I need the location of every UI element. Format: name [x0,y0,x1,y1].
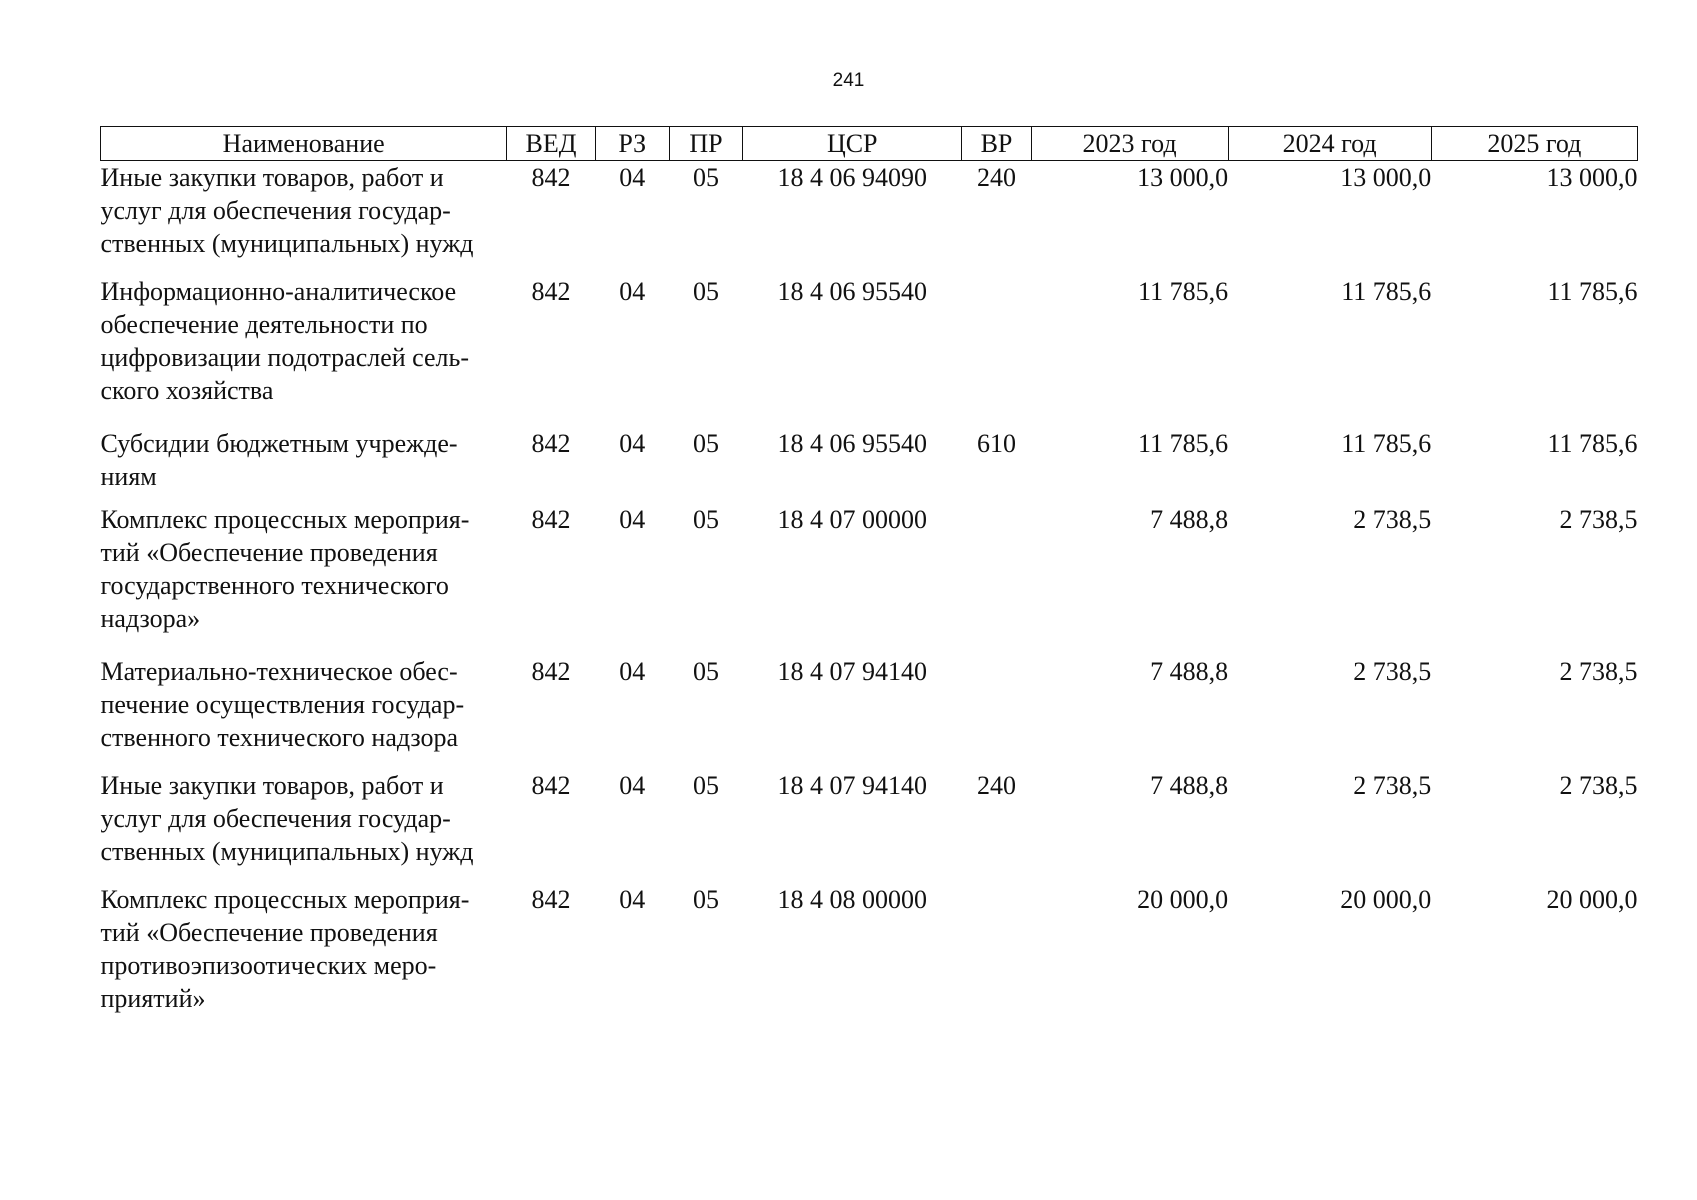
row-pr: 05 [692,771,719,800]
table-row [101,161,1638,276]
row-2025: 2 738,5 [1559,771,1638,800]
row-2025: 13 000,0 [1546,163,1638,192]
row-name [101,161,507,276]
header-ved: ВЕД [507,127,595,161]
row-2025: 11 785,6 [1547,429,1638,458]
budget-table [100,126,1638,1015]
row-rz: 04 [619,657,646,686]
name-line: Субсидии бюджетным учрежде- [100,429,458,458]
row-2025: 20 000,0 [1546,885,1638,914]
row-pr: 05 [692,163,719,192]
row-2024: 2 738,5 [1353,657,1432,686]
name-line: приятий» [100,984,206,1013]
row-2023: 7 488,8 [1150,657,1229,686]
header-2023: 2023 год [1031,127,1228,161]
row-ved: 842 [531,163,571,192]
table-row [101,275,1638,427]
name-line: надзора» [100,604,201,633]
row-2024: 2 738,5 [1353,505,1432,534]
row-csr: 18 4 07 00000 [777,505,927,534]
name-line: Иные закупки товаров, работ и [100,771,444,800]
row-2024: 11 785,6 [1341,429,1432,458]
header-2025: 2025 год [1431,127,1637,161]
row-2024: 2 738,5 [1353,771,1432,800]
page-number: 241 [832,70,865,91]
row-ved: 842 [531,429,571,458]
header-vr: ВР [962,127,1031,161]
row-vr: 240 [976,163,1016,192]
row-csr: 18 4 06 95540 [777,429,927,458]
name-line: Информационно-аналитическое [100,277,457,306]
row-2023: 7 488,8 [1150,771,1229,800]
row-ved: 842 [531,657,571,686]
table-row [101,769,1638,883]
row-2023: 11 785,6 [1138,429,1229,458]
row-csr: 18 4 07 94140 [777,771,927,800]
row-csr: 18 4 08 00000 [777,885,927,914]
name-line: цифровизации подотраслей сель- [100,343,470,372]
header-row [101,127,1638,161]
name-line: ниям [100,462,157,491]
name-line: государственного технического [100,571,449,600]
header-name: Наименование [101,127,507,161]
name-line: Материально-техническое обес- [100,657,458,686]
row-2023: 13 000,0 [1137,163,1229,192]
name-line: обеспечение деятельности по [100,310,428,339]
name-line: ственных (муниципальных) нужд [100,229,474,258]
name-line: печение осуществления государ- [100,690,465,719]
row-2024: 20 000,0 [1340,885,1432,914]
row-vr [962,883,1031,1015]
row-vr [962,655,1031,769]
row-2023: 11 785,6 [1138,277,1229,306]
name-line: противоэпизоотических меро- [100,951,437,980]
row-ved: 842 [531,277,571,306]
name-line: тий «Обеспечение проведения [100,538,438,567]
row-csr: 18 4 07 94140 [777,657,927,686]
row-pr: 05 [692,429,719,458]
header-rz: РЗ [595,127,669,161]
row-2023: 7 488,8 [1150,505,1229,534]
row-name [101,655,507,769]
row-rz: 04 [619,771,646,800]
name-line: услуг для обеспечения государ- [100,196,451,225]
row-name [101,275,507,427]
name-line: Комплекс процессных мероприя- [100,505,470,534]
name-line: ственного технического надзора [100,723,459,752]
name-line: Комплекс процессных мероприя- [100,885,470,914]
name-line: ственных (муниципальных) нужд [100,837,474,866]
row-vr: 240 [976,771,1016,800]
row-name [101,427,507,503]
row-pr: 05 [692,277,719,306]
row-rz: 04 [619,429,646,458]
row-pr: 05 [692,657,719,686]
header-csr: ЦСР [743,127,962,161]
table-row [101,883,1638,1015]
row-2024: 13 000,0 [1340,163,1432,192]
row-rz: 04 [619,277,646,306]
row-2024: 11 785,6 [1341,277,1432,306]
name-line: ского хозяйства [100,376,274,405]
row-2023: 20 000,0 [1137,885,1229,914]
row-rz: 04 [619,505,646,534]
row-rz: 04 [619,163,646,192]
row-csr: 18 4 06 94090 [777,163,927,192]
table-row [101,503,1638,655]
table-body [101,161,1638,1016]
row-vr [962,503,1031,655]
row-vr [962,275,1031,427]
header-pr: ПР [669,127,742,161]
row-name [101,769,507,883]
row-vr: 610 [976,429,1016,458]
name-line: тий «Обеспечение проведения [100,918,438,947]
row-pr: 05 [692,505,719,534]
table-row [101,655,1638,769]
row-pr: 05 [692,885,719,914]
row-2025: 2 738,5 [1559,505,1638,534]
row-rz: 04 [619,885,646,914]
row-2025: 2 738,5 [1559,657,1638,686]
row-ved: 842 [531,771,571,800]
row-2025: 11 785,6 [1547,277,1638,306]
row-name [101,883,507,1015]
row-csr: 18 4 06 95540 [777,277,927,306]
row-ved: 842 [531,885,571,914]
name-line: Иные закупки товаров, работ и [100,163,444,192]
header-2024: 2024 год [1228,127,1431,161]
name-line: услуг для обеспечения государ- [100,804,451,833]
table-header [101,127,1638,161]
row-ved: 842 [531,505,571,534]
row-name [101,503,507,655]
table-row [101,427,1638,503]
